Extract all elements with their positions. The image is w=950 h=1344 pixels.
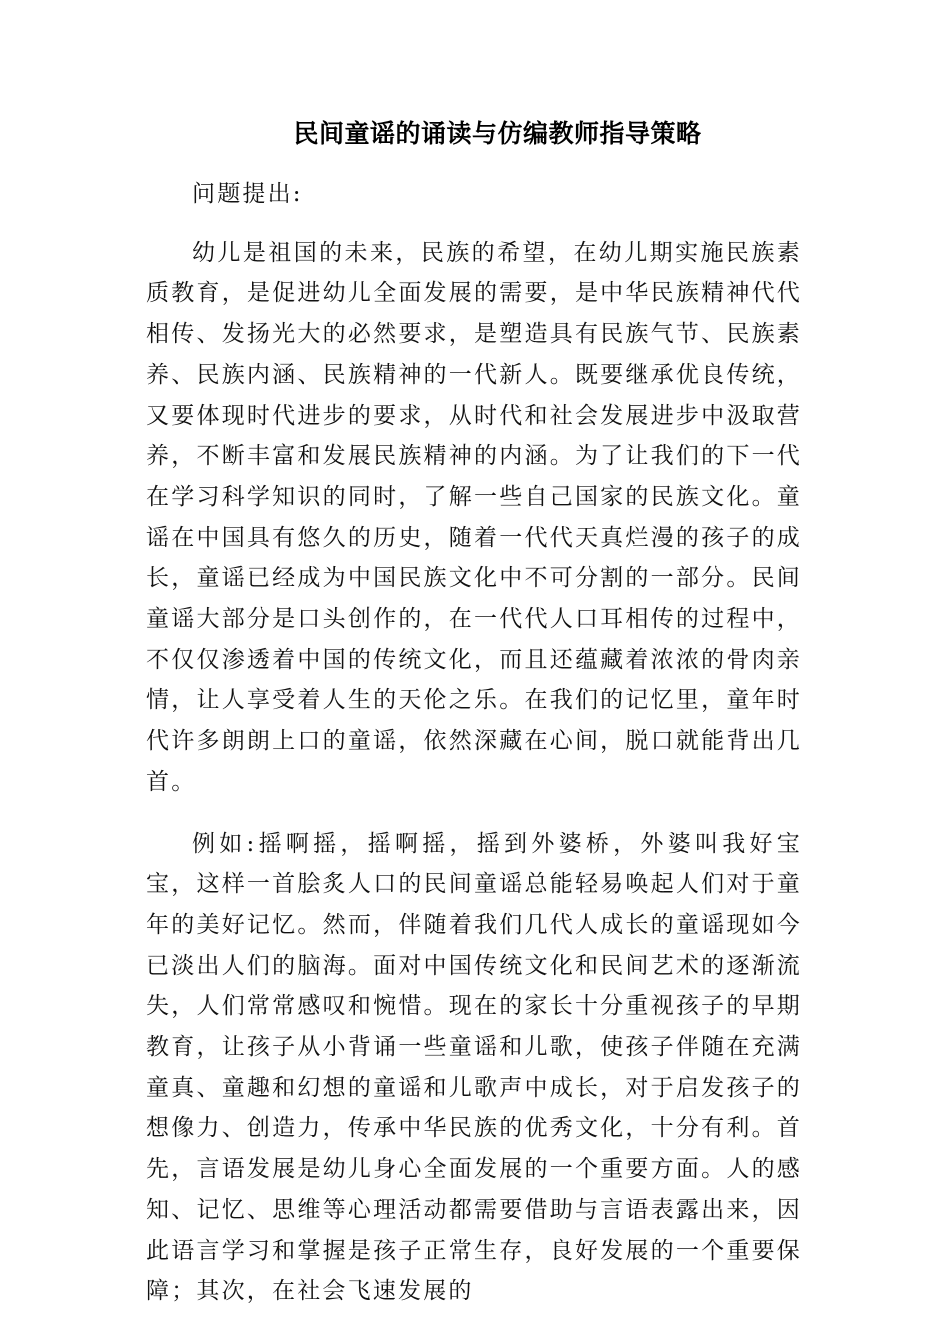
document-body (146, 174, 802, 1312)
document-title: 民间童谣的诵读与仿编教师指导策略 (293, 119, 702, 148)
section-heading: 问题提出: (192, 181, 303, 207)
paragraph-2: 例如:摇啊摇，摇啊摇，摇到外婆桥，外婆叫我好宝宝，这样一首脍炙人口的民间童谣总能轻易唤起人们对于童年的美好记忆。然而，伴随着我们几代人成长的童谣现如今已淡出人们的脑海。面对中国传统文化和民间艺术的逐渐流失，人们常常感叹和惋惜。现在的家长十分重视孩子的早期教育，让孩子从小背诵一些童谣和儿歌，使孩子伴随在充满童真、童趣和幻想的童谣和儿歌声中成长，对于启发孩子的想像力、创造力，传承中华民族的优秀文化，十分有利。首先，言语发展是幼儿身心全面发展的一个重要方面。人的感知、记忆、思维等心理活动都需要借助与言语表露出来，因此语言学习和掌握是孩子正常生存，良好发展的一个重要保障；其次，在社会飞速发展的 (146, 830, 802, 1305)
paragraph-1: 幼儿是祖国的未来，民族的希望，在幼儿期实施民族素质教育，是促进幼儿全面发展的需要，是中华民族精神代代相传、发扬光大的必然要求，是塑造具有民族气节、民族素养、民族内涵、民族精神的一代新人。既要继承优良传统，又要体现时代进步的要求，从时代和社会发展进步中汲取营养，不断丰富和发展民族精神的内涵。为了让我们的下一代在学习科学知识的同时，了解一些自己国家的民族文化。童谣在中国具有悠久的历史，随着一代代天真烂漫的孩子的成长，童谣已经成为中国民族文化中不可分割的一部分。民间童谣大部分是口头创作的，在一代代人口耳相传的过程中，不仅仅渗透着中国的传统文化，而且还蕴藏着浓浓的骨肉亲情，让人享受着人生的天伦之乐。在我们的记忆里，童年时代许多朗朗上口的童谣，依然深藏在心间，脱口就能背出几首。 (146, 239, 802, 795)
